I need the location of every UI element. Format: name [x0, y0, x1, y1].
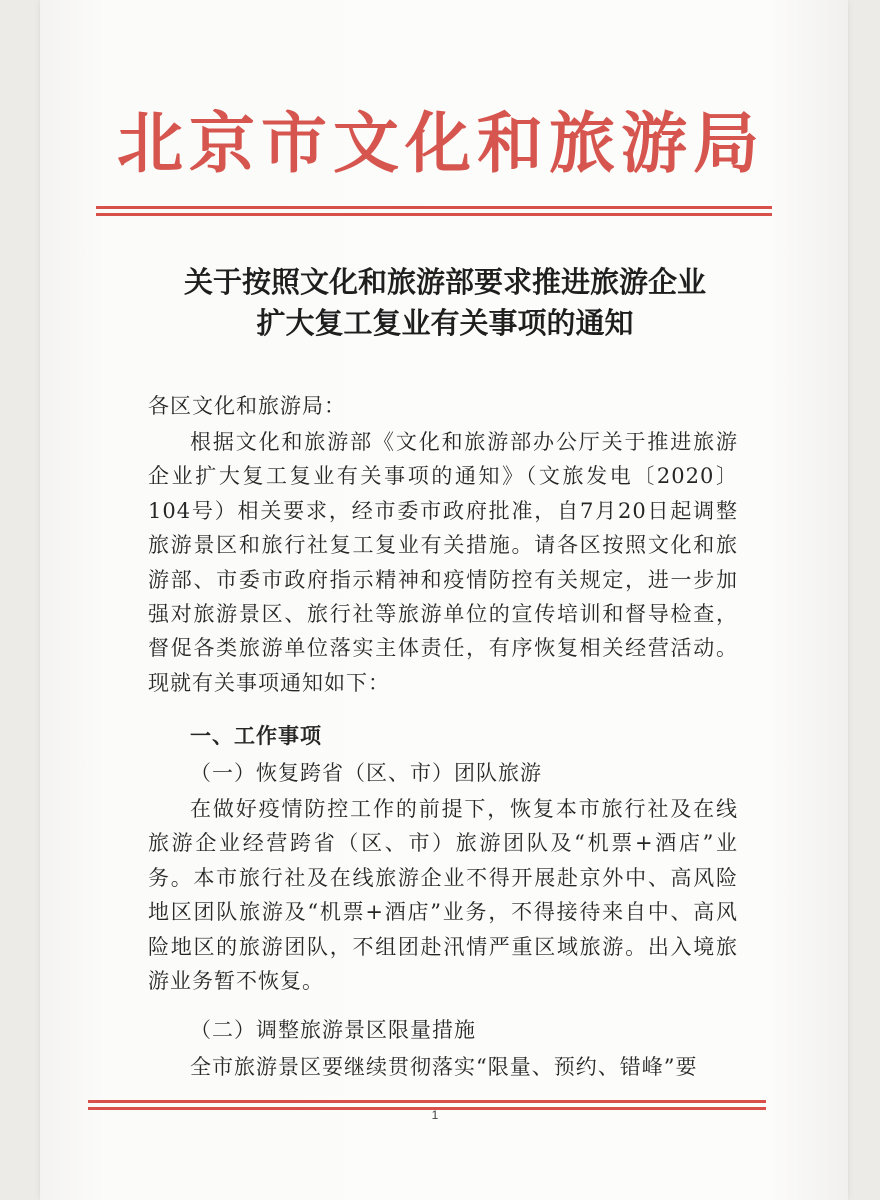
page-number: 1 [431, 1108, 439, 1122]
document-title-line-1: 关于按照文化和旅游部要求推进旅游企业 [183, 265, 706, 299]
addressee: 各区文化和旅游局： [148, 394, 346, 418]
subsection-heading-2: （二）调整旅游景区限量措施 [190, 1018, 476, 1042]
document-title-line-2: 扩大复工复业有关事项的通知 [256, 306, 634, 340]
subsection-2-paragraph-start: 全市旅游景区要继续贯彻落实“限量、预约、错峰”要 [190, 1055, 698, 1079]
subsection-heading-1: （一）恢复跨省（区、市）团队旅游 [190, 761, 542, 785]
subsection-1-paragraph: 在做好疫情防控工作的前提下，恢复本市旅行社及在线旅游企业经营跨省（区、市）旅游团队及“机票+酒店”业务。本市旅行社及在线旅游企业不得开展赴京外中、高风险地区团队旅游及“机票+酒店”业务，不得接待来自中、高风险地区的旅游团队，不组团赴汛情严重区域旅游。出入境旅游业务暂不恢复。 [148, 797, 738, 994]
issuing-authority-header: 北京市文化和旅游局 [117, 104, 765, 182]
section-heading: 一、工作事项 [190, 724, 322, 748]
header-red-rule-top [96, 206, 772, 209]
header-red-rule-bottom [96, 213, 772, 216]
intro-paragraph: 根据文化和旅游部《文化和旅游部办公厅关于推进旅游企业扩大复工复业有关事项的通知》（文旅发电〔2020〕104号）相关要求，经市委市政府批准，自7月20日起调整旅游景区和旅行社复工复业有关措施。请各区按照文化和旅游部、市委市政府指示精神和疫情防控有关规定，进一步加强对旅游景区、旅行社等旅游单位的宣传培训和督导检查，督促各类旅游单位落实主体责任，有序恢复相关经营活动。现就有关事项通知如下： [148, 430, 738, 695]
footer-red-rule-top [88, 1100, 766, 1103]
